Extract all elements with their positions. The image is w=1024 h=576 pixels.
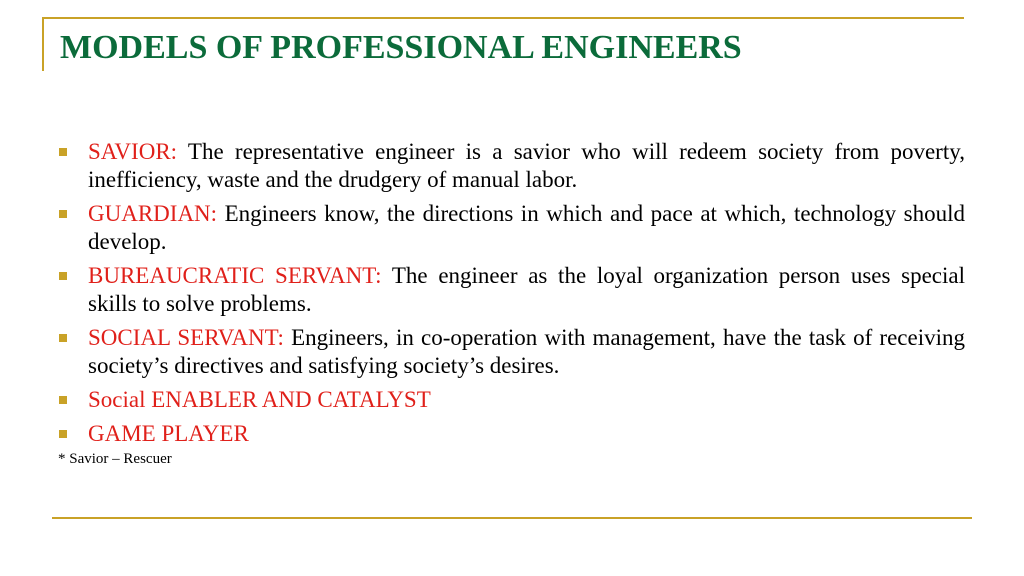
- bullet-list: [55, 138, 965, 454]
- slide-title: MODELS OF PROFESSIONAL ENGINEERS: [60, 29, 742, 66]
- bottom-divider: [52, 517, 972, 519]
- bullet-item-game-player: [55, 420, 965, 448]
- square-bullet-icon: [59, 334, 67, 342]
- bullet-text: The representative engineer is a savior who will redeem society from poverty, inefficiency, waste and the drudgery of manual labor.: [88, 139, 965, 192]
- square-bullet-icon: [59, 396, 67, 404]
- square-bullet-icon: [59, 272, 67, 280]
- square-bullet-icon: [59, 430, 67, 438]
- title-frame-left-rule: [42, 17, 44, 71]
- footnote: * Savior – Rescuer: [58, 451, 172, 467]
- bullet-term: Social ENABLER AND CATALYST: [88, 387, 431, 412]
- bullet-term: SOCIAL SERVANT:: [88, 325, 284, 350]
- bullet-text: The engineer as the loyal organization person uses special skills to solve problems.: [88, 263, 965, 316]
- bullet-text: Engineers know, the directions in which and pace at which, technology should develop.: [88, 201, 965, 254]
- bullet-item-guardian: [55, 200, 965, 256]
- bullet-term: GAME PLAYER: [88, 421, 249, 446]
- bullet-item-social-servant: [55, 324, 965, 380]
- bullet-item-bureaucratic-servant: [55, 262, 965, 318]
- bullet-term: GUARDIAN:: [88, 201, 218, 226]
- bullet-item-social-enabler: [55, 386, 965, 414]
- title-frame-top-rule: [42, 17, 964, 19]
- bullet-text: Engineers, in co-operation with management, have the task of receiving society’s directives and satisfying society’s desires.: [88, 325, 965, 378]
- bullet-term: BUREAUCRATIC SERVANT:: [88, 263, 382, 288]
- square-bullet-icon: [59, 210, 67, 218]
- bullet-term: SAVIOR:: [88, 139, 178, 164]
- bullet-item-savior: [55, 138, 965, 194]
- square-bullet-icon: [59, 148, 67, 156]
